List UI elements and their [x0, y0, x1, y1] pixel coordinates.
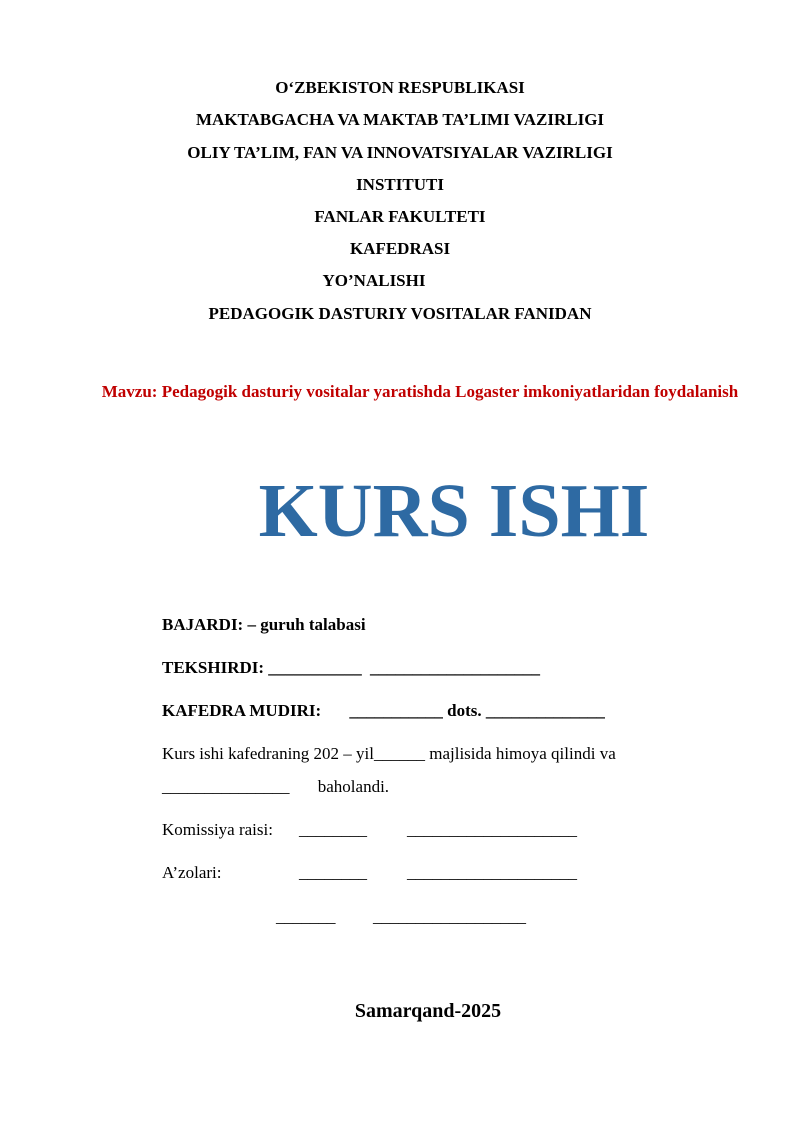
checked-by-blank-2: ____________________ — [370, 658, 541, 677]
header-subject: PEDAGOGIK DASTURIY VOSITALAR FANIDAN — [208, 304, 592, 323]
header-faculty: FANLAR FAKULTETI — [314, 207, 486, 226]
member2-blank-1: _______ — [276, 907, 336, 926]
checked-by-row — [162, 657, 540, 679]
header-department: KAFEDRASI — [349, 239, 451, 258]
checked-by-blank-1: ___________ — [268, 658, 362, 677]
grade-blank: _______________ — [162, 777, 290, 796]
checked-by-label: TEKSHIRDI: — [162, 658, 265, 677]
head-of-department-blank-1: ___________ — [349, 701, 443, 720]
city-year: Samarqand-2025 — [354, 1000, 502, 1022]
commission-chair-blank-2: ____________________ — [407, 820, 577, 839]
commission-chair-blank-1: ________ — [299, 820, 367, 839]
members-blank-1: ________ — [299, 863, 367, 882]
commission-chair-row — [162, 819, 273, 841]
member2-blank-2: __________________ — [373, 907, 526, 926]
members-row — [162, 862, 221, 884]
head-of-department-blank-2: ______________ — [485, 701, 605, 720]
members-blank-2: ____________________ — [407, 863, 577, 882]
header-ministry-preschool: MAKTABGACHA VA MAKTAB TA’LIMI VAZIRLIGI — [195, 110, 605, 129]
topic-line: Mavzu: Pedagogik dasturiy vositalar yaratishda Logaster imkoniyatlaridan foydalanish — [101, 382, 739, 401]
head-of-department-label: KAFEDRA MUDIRI: — [162, 701, 322, 720]
graded-label: baholandi. — [317, 777, 390, 796]
header-institute: INSTITUTI — [356, 175, 444, 194]
header-direction: YO’NALISHI — [322, 271, 426, 290]
document-title: KURS ISHI — [258, 469, 650, 553]
members-label: A’zolari: — [162, 863, 222, 882]
head-of-department-dots: dots. — [447, 701, 482, 720]
defense-statement-line-2 — [162, 776, 389, 798]
performed-by: BAJARDI: – guruh talabasi — [162, 615, 366, 634]
commission-chair-label: Komissiya raisi: — [162, 820, 273, 839]
header-ministry-higher-ed: OLIY TA’LIM, FAN VA INNOVATSIYALAR VAZIRLIGI — [187, 143, 613, 162]
defense-statement-line-1: Kurs ishi kafedraning 202 – yil______ majlisida himoya qilindi va — [162, 744, 616, 763]
header-country: O‘ZBEKISTON RESPUBLIKASI — [275, 78, 525, 97]
head-of-department-row — [162, 700, 605, 722]
